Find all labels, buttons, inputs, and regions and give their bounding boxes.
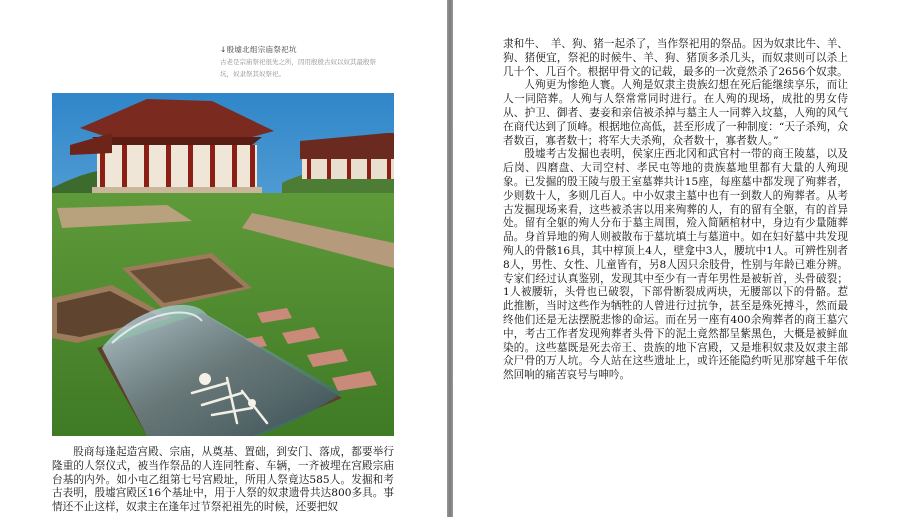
right-paragraph-1: 隶和牛、 羊、狗、猪一起杀了，当作祭祀用的祭品。因为奴隶比牛、羊、狗、猪便宜，祭祀的时候牛、羊、狗、猪顶多杀几头，而奴隶则可以杀上几十个、几百个。根据甲骨文的记载，最多的一次竟然杀了2656个奴隶。 xyxy=(503,38,848,78)
left-page xyxy=(0,0,447,517)
site-photo-illustration xyxy=(52,93,394,436)
right-paragraph-3: 殷墟考古发掘也表明，侯家庄西北冈和武官村一带的商王陵墓，以及后岗、四磨盘、大司空村、孝民屯等地的贵族墓地里都有大量的人殉现象。已发掘的殷王陵与殷王室墓葬共计15座，每座墓中都发现了殉葬者，少则数十人，多则几百人。中小奴隶主墓中也有一到数人的殉葬者。从考古发掘现场来看，这些被杀害以用来殉葬的人，有的留有全躯，有的首异处。留有全躯的殉人分布于墓主周围，殓入简陋棺材中，身边有少量随葬品。身首异地的殉人则被散布于墓坑填土与墓道中。如在妇好墓中共发现殉人的骨骸16具，其中椁顶上4人，壁龛中3人，腰坑中1人。可辨性别者8人，男性、女性、儿童皆有，另8人因只余肢骨，性别与年龄已难分辨。专家们经过认真鉴别，发现其中至少有一青年男性是被斩首，头骨破裂；1人被腰斩，头骨也已破裂，下部骨断裂成两块，无腰部以下的骨骼。惹此推断，当时这些作为牺牲的人曾进行过抗争，甚至是殊死搏斗，然而最终他们还是无法摆脱悲惨的命运。而在另一座有400余殉葬者的商王墓穴中，考古工作者发现殉葬者头骨下的泥土竟然都呈紫黑色，大概是被鲜血染的。这些墓既是死去帝王、贵族的地下宫殿，又是堆积奴隶及奴隶主部众尸骨的万人坑。今人站在这些遗址上，或许还能隐约听见那穿越千年依然回响的痛苦哀号与呻吟。 xyxy=(503,148,848,382)
left-body-paragraph: 股商每逢起造宫殿、宗庙，从奠基、置础，到安门、落成，都要举行隆重的人祭仪式，被当作祭品的人连同牲畜、车辆，一齐被埋在宫殿宗庙台基的内外。如小屯乙组第七号宫殿址，所用人祭竟达585人。发掘和考古表明，殷墟宫殿区16个基址中，用于人祭的奴隶遗骨共达800多具。事情还不止这样，奴隶主在逢年过节祭祀祖先的时候，还要把奴 xyxy=(52,446,394,514)
right-body xyxy=(503,38,848,383)
site-photo xyxy=(52,93,394,436)
photo-caption-text: 古老是宗庙祭祀很先之所，因用殷殷古奴以奴其最殷祭坑，奴隶祭其奴祭祀。 xyxy=(220,58,376,78)
photo-caption-title: ↓殷墟北组宗庙祭祀坑 xyxy=(220,45,297,54)
right-page xyxy=(453,0,900,517)
right-paragraph-2: 人殉更为惨绝人寰。人殉是奴隶主贵族幻想在死后能继续享乐，而让人一同陪葬。人殉与人祭常常同时进行。在人殉的现场，成批的男女侍从、护卫、御者、妻妾和亲信被杀掉与墓主人一同葬入坟墓，人殉的风气在商代达到了顶峰。根据地位高低，甚至形成了一种制度：“天子杀殉，众者数百，寡者数十；将军大夫杀殉，众者数十，寡者数人。” xyxy=(503,79,848,147)
side-hall xyxy=(300,133,394,179)
